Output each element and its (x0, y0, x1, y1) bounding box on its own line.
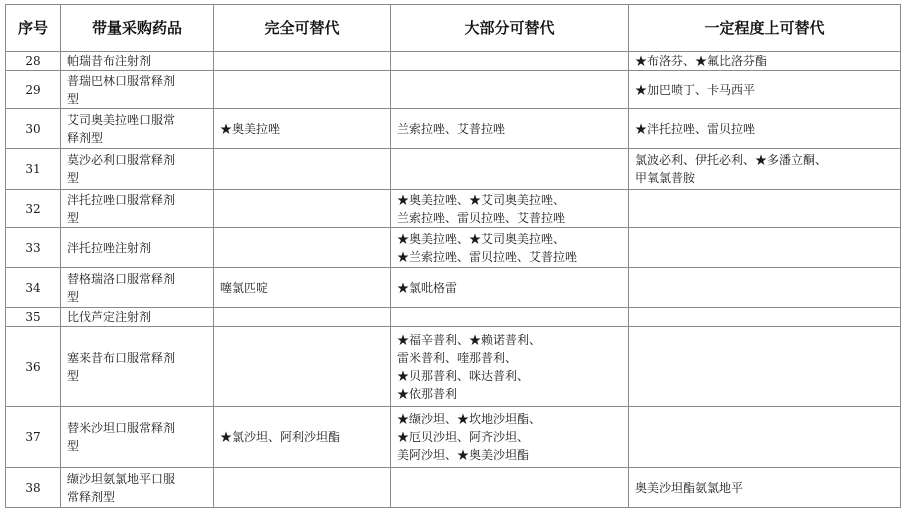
cell-line: 比伐芦定注射剂 (67, 310, 152, 324)
row-number: 31 (6, 149, 61, 190)
partial-substitute-cell (629, 327, 901, 407)
cell-line: ★氯吡格雷 (397, 280, 458, 295)
drug-name-cell (61, 109, 214, 149)
partial-substitute-cell (629, 52, 901, 71)
cell-line: 帕瑞昔布注射剂 (67, 54, 152, 68)
cell-line: ★兰索拉唑、雷贝拉唑、艾普拉唑 (397, 249, 578, 264)
table-row (6, 109, 901, 149)
table-row (6, 327, 901, 407)
cell-line: 兰索拉唑、雷贝拉唑、艾普拉唑 (397, 210, 566, 225)
cell-line: 替格瑞洛口服常释剂 (67, 271, 176, 286)
full-substitute-cell (214, 268, 391, 308)
cell-line: ★奥美拉唑、★艾司奥美拉唑、 (397, 192, 566, 207)
drug-name-cell (61, 190, 214, 228)
header-cell: 一定程度上可替代 (629, 5, 901, 52)
full-substitute-cell (214, 190, 391, 228)
header-cell: 序号 (6, 5, 61, 52)
drug-name-cell (61, 308, 214, 327)
cell-line: 莫沙必利口服常释剂 (67, 153, 176, 167)
partial-substitute-cell (629, 468, 901, 508)
partial-substitute-cell (629, 149, 901, 190)
header-cell: 大部分可替代 (391, 5, 629, 52)
cell-line: 型 (67, 368, 80, 383)
table-row (6, 228, 901, 268)
cell-line: 型 (67, 289, 80, 304)
drug-name-cell (61, 149, 214, 190)
row-number: 38 (6, 468, 61, 508)
most-substitute-cell (391, 149, 629, 190)
cell-line: 雷米普利、喹那普利、 (397, 350, 518, 365)
partial-substitute-cell (629, 407, 901, 468)
full-substitute-cell (214, 71, 391, 109)
drug-name-cell (61, 71, 214, 109)
header-row (6, 5, 901, 52)
table-row (6, 71, 901, 109)
document (5, 4, 901, 508)
most-substitute-cell (391, 228, 629, 268)
drug-substitution-table (5, 4, 901, 508)
most-substitute-cell (391, 52, 629, 71)
most-substitute-cell (391, 308, 629, 327)
row-number: 30 (6, 109, 61, 149)
most-substitute-cell (391, 468, 629, 508)
cell-line: 塞来昔布口服常释剂 (67, 350, 176, 365)
partial-substitute-cell (629, 109, 901, 149)
cell-line: ★加巴喷丁、卡马西平 (635, 82, 756, 97)
cell-line: 替米沙坦口服常释剂 (67, 421, 176, 435)
cell-line: 泮托拉唑注射剂 (67, 240, 152, 255)
row-number: 34 (6, 268, 61, 308)
full-substitute-cell (214, 468, 391, 508)
full-substitute-cell (214, 109, 391, 149)
most-substitute-cell (391, 190, 629, 228)
cell-line: 美阿沙坦、★奥美沙坦酯 (397, 448, 530, 462)
table-row (6, 468, 901, 508)
partial-substitute-cell (629, 268, 901, 308)
cell-line: 型 (67, 210, 80, 225)
partial-substitute-cell (629, 71, 901, 109)
row-number: 37 (6, 407, 61, 468)
most-substitute-cell (391, 268, 629, 308)
table-row (6, 52, 901, 71)
cell-line: 普瑞巴林口服常释剂 (67, 73, 176, 88)
full-substitute-cell (214, 308, 391, 327)
full-substitute-cell (214, 149, 391, 190)
cell-line: 缬沙坦氨氯地平口服 (67, 471, 176, 486)
cell-line: 氯波必利、伊托必利、★多潘立酮、 (635, 153, 828, 167)
most-substitute-cell (391, 327, 629, 407)
partial-substitute-cell (629, 308, 901, 327)
row-number: 35 (6, 308, 61, 327)
drug-name-cell (61, 228, 214, 268)
cell-line: ★氯沙坦、阿利沙坦酯 (220, 430, 341, 444)
drug-name-cell (61, 52, 214, 71)
table-row (6, 268, 901, 308)
drug-name-cell (61, 268, 214, 308)
cell-line: 常释剂型 (67, 489, 116, 504)
table-row (6, 190, 901, 228)
cell-line: 噻氯匹啶 (220, 280, 269, 295)
row-number: 28 (6, 52, 61, 71)
full-substitute-cell (214, 407, 391, 468)
full-substitute-cell (214, 327, 391, 407)
cell-line: 奥美沙坦酯氨氯地平 (635, 480, 744, 495)
drug-name-cell (61, 468, 214, 508)
table-row (6, 308, 901, 327)
table-row (6, 149, 901, 190)
full-substitute-cell (214, 228, 391, 268)
partial-substitute-cell (629, 190, 901, 228)
row-number: 33 (6, 228, 61, 268)
cell-line: 泮托拉唑口服常释剂 (67, 192, 176, 207)
full-substitute-cell (214, 52, 391, 71)
cell-line: ★缬沙坦、★坎地沙坦酯、 (397, 412, 542, 426)
cell-line: ★奥美拉唑 (220, 121, 281, 136)
cell-line: ★依那普利 (397, 386, 458, 401)
cell-line: 型 (67, 171, 80, 185)
drug-name-cell (61, 327, 214, 407)
most-substitute-cell (391, 109, 629, 149)
cell-line: ★贝那普利、咪达普利、 (397, 368, 530, 383)
cell-line: 释剂型 (67, 130, 104, 145)
row-number: 36 (6, 327, 61, 407)
header-cell: 带量采购药品 (61, 5, 214, 52)
cell-line: 型 (67, 439, 80, 453)
cell-line: ★厄贝沙坦、阿齐沙坦、 (397, 430, 530, 444)
cell-line: 甲氧氯普胺 (635, 171, 696, 185)
most-substitute-cell (391, 71, 629, 109)
partial-substitute-cell (629, 228, 901, 268)
drug-name-cell (61, 407, 214, 468)
cell-line: 兰索拉唑、艾普拉唑 (397, 121, 506, 136)
table-row (6, 407, 901, 468)
cell-line: 型 (67, 91, 80, 106)
cell-line: ★布洛芬、★氟比洛芬酯 (635, 54, 768, 68)
row-number: 29 (6, 71, 61, 109)
most-substitute-cell (391, 407, 629, 468)
cell-line: ★泮托拉唑、雷贝拉唑 (635, 121, 756, 136)
header-cell: 完全可替代 (214, 5, 391, 52)
row-number: 32 (6, 190, 61, 228)
cell-line: ★福辛普利、★赖诺普利、 (397, 332, 542, 347)
cell-line: 艾司奥美拉唑口服常 (67, 112, 176, 127)
cell-line: ★奥美拉唑、★艾司奥美拉唑、 (397, 231, 566, 246)
